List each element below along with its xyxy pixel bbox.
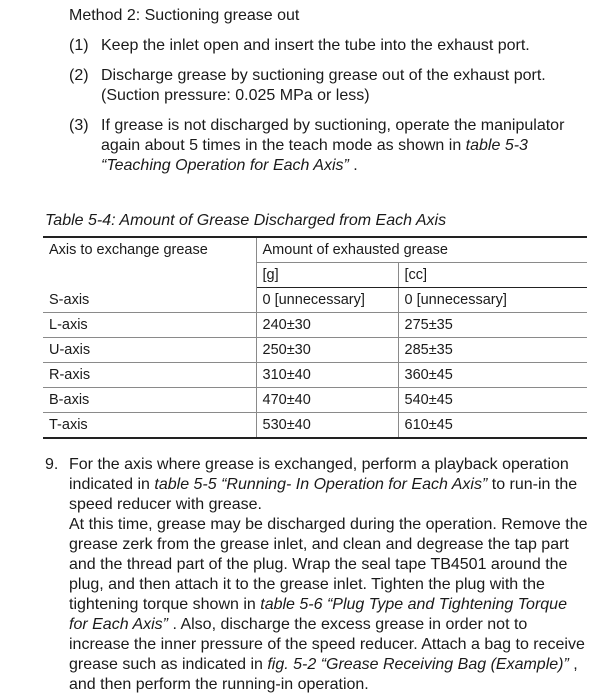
table-header-row [43,237,587,263]
step-text-block [101,116,601,176]
cell-axis: T-axis [43,413,256,439]
table-row [43,413,587,439]
step-number: (3) [69,117,89,134]
step-number: (2) [69,67,89,84]
cell-axis: R-axis [43,363,256,388]
table-row [43,338,587,363]
step-9-text: . Also, discharge the excess grease in order not to increase the inner pressure of the speed reducer. Attach a bag to receive grease such as indicated in [69,616,585,673]
table-row [43,288,587,313]
cell-axis: S-axis [43,288,256,313]
method-step-2 [69,66,599,106]
cell-cc: 540±45 [398,388,587,413]
cell-g: 530±40 [256,413,398,439]
step-9-number: 9. [45,456,59,473]
cell-axis: B-axis [43,388,256,413]
step-9-body [69,455,589,695]
step-text: If grease is not discharged by suctioning, operate the manipulator again about 5 times in the teach mode as shown in [101,117,565,154]
table-row [43,363,587,388]
step-9-paragraph-2 [69,515,589,695]
step-9-text: At this time, grease may be discharged during the operation. Remove the grease zerk from the grease inlet, and clean and degrease the tap part and the thread part of the plug. Wrap the seal tape TB4501 around the plug, and then attach it to the grease inlet. Tighten the plug with the tightening torque shown in [69,516,588,613]
running-in-table-link[interactable]: table 5-5 “Running- In Operation for Each Axis” [154,476,488,493]
step-9-text: to run-in the speed reducer with grease. [69,476,578,513]
step-9-text: , and then perform the running-in operation. [69,656,578,693]
cell-cc: 285±35 [398,338,587,363]
header-axis: Axis to exchange grease [43,237,256,288]
step-9-paragraph-1 [69,455,589,515]
suction-pressure-note: (Suction pressure: 0.025 MPa or less) [101,87,370,104]
method-step-3 [69,116,599,176]
grease-table [43,236,587,439]
cell-cc: 610±45 [398,413,587,439]
step-text: Discharge grease by suctioning grease out of the exhaust port. [101,67,546,84]
plug-torque-table-link[interactable]: table 5-6 “Plug Type and Tightening Torque for Each Axis” [69,596,567,633]
header-unit-g: [g] [256,263,398,288]
method-step-1 [69,36,599,56]
step-text-block [101,66,601,106]
table-caption: Table 5-4: Amount of Grease Discharged from Each Axis [45,212,447,229]
header-amount-group: Amount of exhausted grease [256,237,587,263]
cell-g: 240±30 [256,313,398,338]
cell-g: 0 [unnecessary] [256,288,398,313]
grease-bag-figure-link[interactable]: fig. 5-2 “Grease Receiving Bag (Example)” [267,656,569,673]
table-row [43,388,587,413]
step-number: (1) [69,37,89,54]
cell-axis: U-axis [43,338,256,363]
cell-cc: 275±35 [398,313,587,338]
cell-cc: 360±45 [398,363,587,388]
method-title: Method 2: Suctioning grease out [69,7,300,24]
cell-g: 310±40 [256,363,398,388]
header-unit-cc: [cc] [398,263,587,288]
cell-axis: L-axis [43,313,256,338]
step-text: Keep the inlet open and insert the tube into the exhaust port. [101,37,530,54]
cell-g: 250±30 [256,338,398,363]
cell-cc: 0 [unnecessary] [398,288,587,313]
step-text-end: . [348,157,358,174]
table-reference-link[interactable]: table 5-3 “Teaching Operation for Each Axis” [101,137,528,174]
cell-g: 470±40 [256,388,398,413]
step-9-text: For the axis where grease is exchanged, perform a playback operation indicated in [69,456,569,493]
table-row [43,313,587,338]
